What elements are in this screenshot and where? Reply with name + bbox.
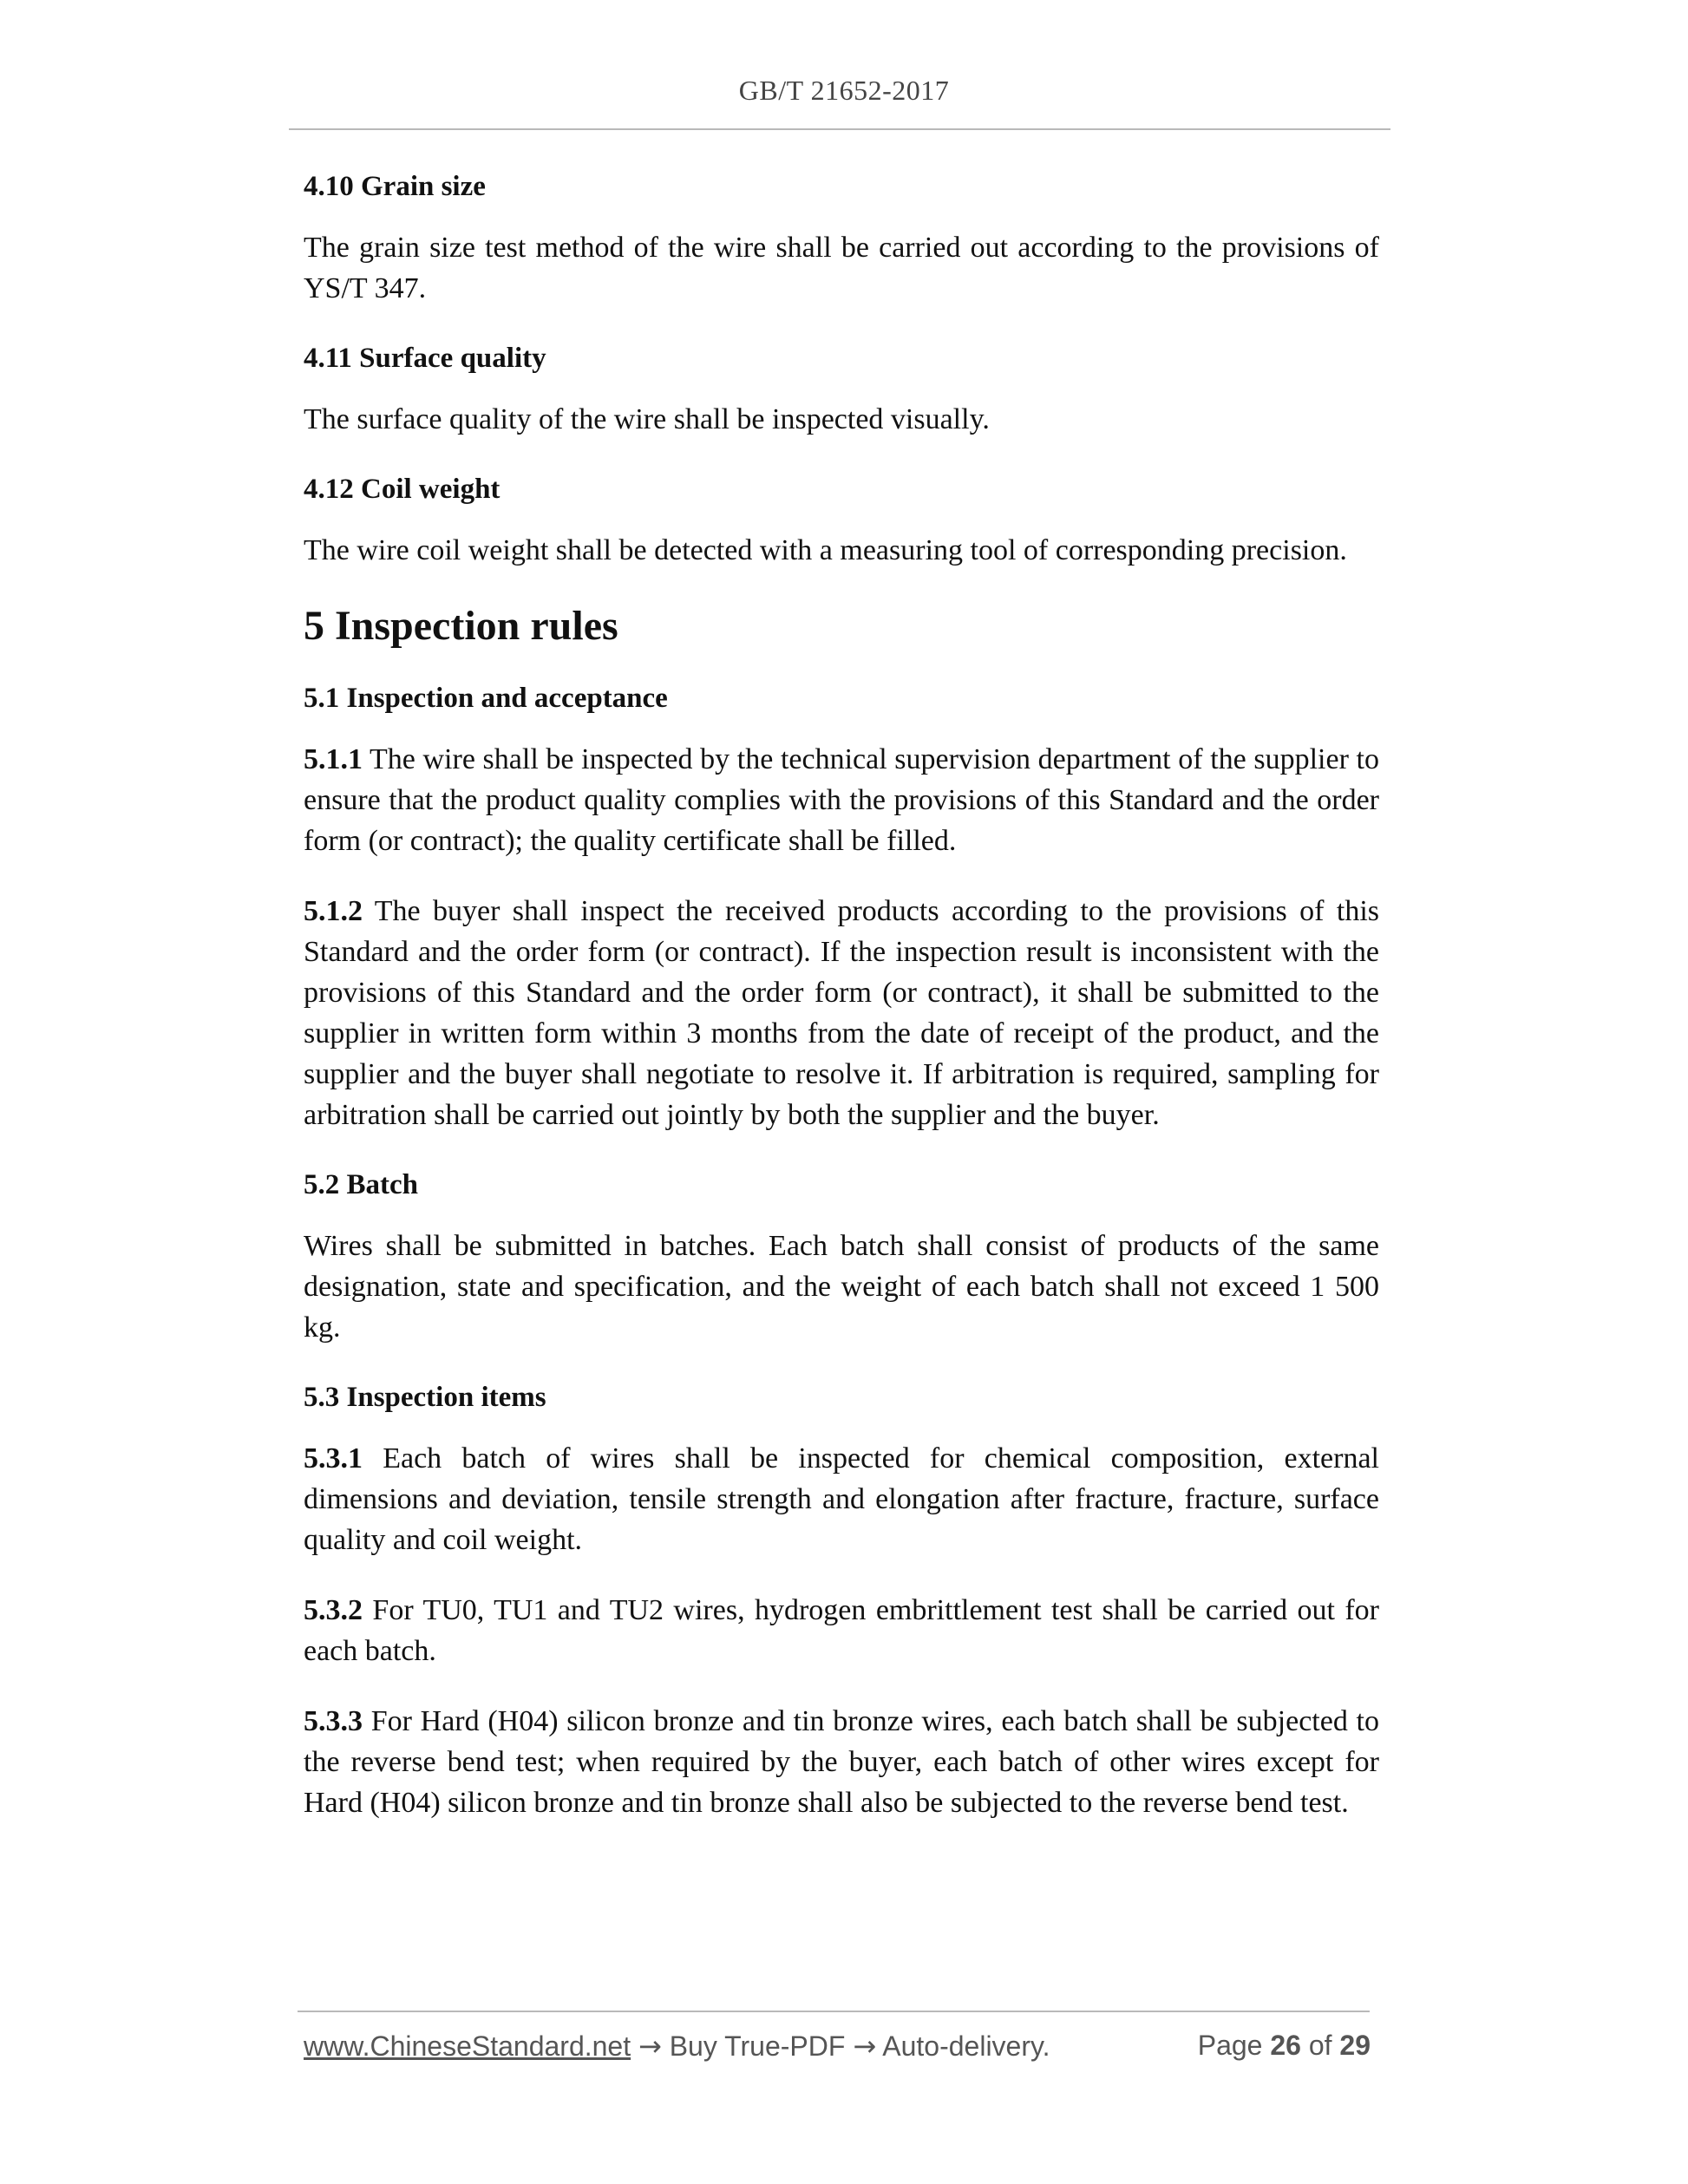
footer-divider: [298, 2011, 1370, 2012]
clause-number: 5.3.1: [304, 1442, 363, 1475]
clause-5-1-2: [304, 891, 1379, 1135]
of-label: of: [1300, 2030, 1340, 2061]
section-text-4-10: The grain size test method of the wire shall be carried out according to the provisions of YS/T 347.: [304, 232, 1379, 304]
chapter-heading-5: 5 Inspection rules: [304, 603, 618, 649]
section-heading-4-10: 4.10 Grain size: [304, 171, 486, 202]
site-link[interactable]: www.ChineseStandard.net: [304, 2030, 631, 2062]
section-text-5-2: Wires shall be submitted in batches. Each batch shall consist of products of the same designation, state and specification, and the weight of each batch shall not exceed 1 500 kg.: [304, 1230, 1379, 1344]
section-heading-5-3: 5.3 Inspection items: [304, 1382, 546, 1413]
section-heading-5-2: 5.2 Batch: [304, 1169, 418, 1200]
clause-5-3-1: [304, 1438, 1379, 1560]
arrow-right-icon: →: [638, 2030, 662, 2063]
clause-text: The buyer shall inspect the received products according to the provisions of this Standard and the order form (or contract). If the inspection result is inconsistent with the provisions of this Standard and the order form (or contract), it shall be submitted to the supplier in written form within 3 months from the date of receipt of the product, and the supplier and the buyer shall negotiate to resolve it. If arbitration is required, sampling for arbitration shall be carried out jointly by both the supplier and the buyer.: [304, 895, 1379, 1131]
section-heading-5-1: 5.1 Inspection and acceptance: [304, 683, 668, 714]
document-body: [304, 158, 1379, 1853]
clause-text: For TU0, TU1 and TU2 wires, hydrogen embrittlement test shall be carried out for each batch.: [304, 1594, 1379, 1667]
total-page-number: 29: [1339, 2030, 1371, 2061]
clause-5-3-3: [304, 1701, 1379, 1823]
section-heading-4-11: 4.11 Surface quality: [304, 343, 546, 374]
clause-5-3-2: [304, 1590, 1379, 1671]
header-divider: [289, 128, 1390, 130]
buy-true-pdf-text: Buy True-PDF: [661, 2030, 854, 2062]
page-label: Page: [1197, 2030, 1271, 2061]
clause-text: Each batch of wires shall be inspected for chemical composition, external dimensions and deviation, tensile strength and elongation after fracture, fracture, surface quality and coil weight.: [304, 1442, 1379, 1556]
clause-number: 5.3.3: [304, 1705, 363, 1737]
clause-text: For Hard (H04) silicon bronze and tin bronze wires, each batch shall be subjected to the reverse bend test; when required by the buyer, each batch of other wires except for Hard (H04) silicon bronze and tin bronze shall also be subjected to the reverse bend test.: [304, 1705, 1379, 1819]
current-page-number: 26: [1270, 2030, 1301, 2061]
section-text-4-12: The wire coil weight shall be detected with a measuring tool of corresponding precision.: [304, 534, 1347, 566]
clause-5-1-1: [304, 739, 1379, 861]
section-text-4-11: The surface quality of the wire shall be inspected visually.: [304, 403, 990, 435]
clause-number: 5.1.1: [304, 743, 363, 775]
section-heading-4-12: 4.12 Coil weight: [304, 474, 501, 505]
page-indicator: [1198, 2030, 1371, 2062]
auto-delivery-text: Auto-delivery.: [876, 2030, 1050, 2062]
page-header-standard-code: GB/T 21652-2017: [738, 75, 950, 106]
clause-number: 5.3.2: [304, 1594, 363, 1626]
footer-promo: [304, 2030, 1050, 2063]
arrow-right-icon: →: [853, 2030, 877, 2063]
clause-text: The wire shall be inspected by the technical supervision department of the supplier to ensure that the product quality complies with the provisions of this Standard and the order form (or contract); the quality certificate shall be filled.: [304, 743, 1379, 857]
clause-number: 5.1.2: [304, 895, 363, 927]
page-footer: [304, 2030, 1371, 2068]
